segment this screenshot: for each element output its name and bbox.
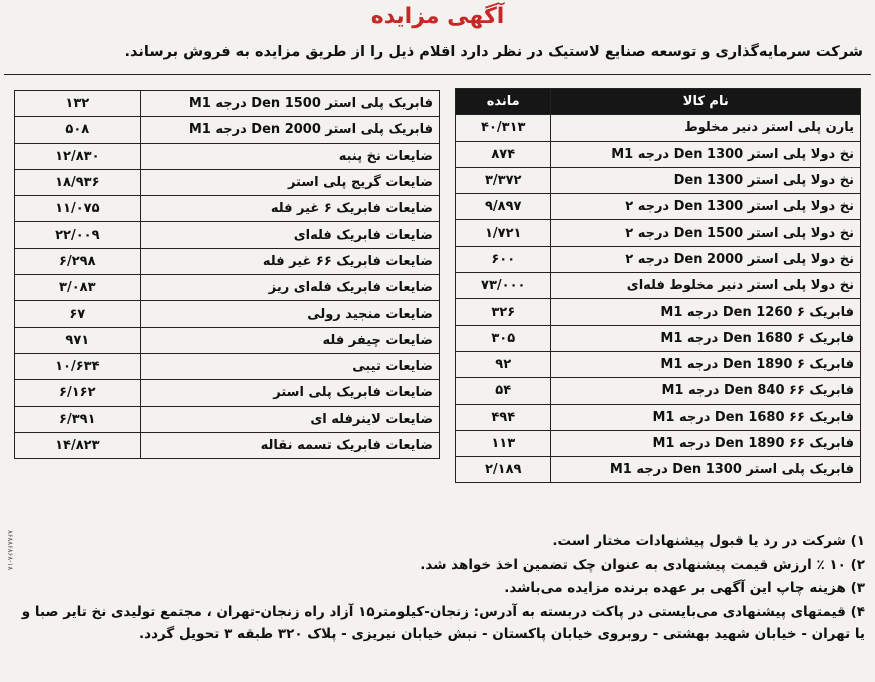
item-name: ضایعات فابریک ۶ غیر فله [140,196,439,222]
table-row [15,353,440,379]
item-name: ضایعات نخ پنبه [140,143,439,169]
item-quantity: ۱۸/۹۳۶ [15,169,141,195]
table-row [15,143,440,169]
table-row [456,325,861,351]
item-name: فابریک ۶ 1890 Den درجه M1 [551,351,861,377]
column-header-qty: مانده [456,89,551,115]
item-quantity: ۵۰۸ [15,117,141,143]
note-item: ۱) شرکت در رد یا قبول پیشنهادات مختار است. [552,533,865,549]
item-name: ضایعات فابریک ۶۶ غیر فله [140,248,439,274]
item-name: نخ دولا پلی استر 1300 Den درجه ۲ [551,194,861,220]
item-name: فابریک پلی استر 2000 Den درجه M1 [140,117,439,143]
table-row [15,222,440,248]
item-quantity: ۲۲/۰۰۹ [15,222,141,248]
item-quantity: ۱۰/۶۳۴ [15,353,141,379]
table-header-row [456,89,861,115]
item-quantity: ۱۴/۸۲۳ [15,432,141,458]
item-name: نخ دولا پلی استر 1500 Den درجه ۲ [551,220,861,246]
note-item: ۲) ۱۰ ٪ ارزش قیمت پیشنهادی به عنوان چک تضمین اخذ خواهد شد. [420,556,865,573]
item-quantity: ۶/۲۹۸ [15,248,141,274]
table-row [456,141,861,167]
side-code: ۸۶۸۸۶۸۶۸-۱۸ [6,530,14,571]
table-row [456,457,861,483]
item-name: ضایعات فابریک فله‌ای ریز [140,275,439,301]
table-row [456,430,861,456]
table-row [456,167,861,193]
item-quantity: ۹۷۱ [15,327,141,353]
item-quantity: ۱۱/۰۷۵ [15,196,141,222]
table-row [15,301,440,327]
note-item: ۴) قیمتهای پیشنهادی می‌بایستی در پاکت دربسته به آدرس: زنجان-کیلومتر۱۵ آزاد راه زنجان-تهران ، مجتمع تولیدی نخ تایر صبا و یا تهران - خیابان شهید بهشتی - روبروی خیابان پاکستان - نبش خیابان نیریزی - پلاک ۳۲۰ طبقه ۳ تحویل گردد. [21,603,865,642]
items-table-left-body [15,91,440,459]
table-row [456,194,861,220]
item-quantity: ۶۰۰ [456,246,551,272]
table-row [456,246,861,272]
notes [10,530,865,645]
table-row [15,196,440,222]
item-name: ضایعات لاینرفله ای [140,406,439,432]
item-quantity: ۱۱۳ [456,430,551,456]
item-name: فابریک ۶۶ 1890 Den درجه M1 [551,430,861,456]
item-quantity: ۶/۱۶۲ [15,380,141,406]
items-table-left [14,90,440,459]
item-name: نخ دولا پلی استر 1300 Den [551,167,861,193]
page-title: آگهی مزایده [370,4,505,29]
item-quantity: ۳۰۵ [456,325,551,351]
item-name: فابریک ۶۶ 1680 Den درجه M1 [551,404,861,430]
table-row [15,275,440,301]
item-name: فابریک پلی استر 1500 Den درجه M1 [140,91,439,117]
item-name: فابریک پلی استر 1300 Den درجه M1 [551,457,861,483]
table-row [456,378,861,404]
table-row [15,380,440,406]
item-name: ضایعات منجید رولی [140,301,439,327]
item-name: نخ دولا پلی استر 1300 Den درجه M1 [551,141,861,167]
item-name: ضایعات فابریک پلی استر [140,380,439,406]
table-row [15,327,440,353]
item-name: فابریک ۶ 1680 Den درجه M1 [551,325,861,351]
table-row [456,115,861,141]
note-item: ۳) هزینه چاپ این آگهی بر عهده برنده مزایده می‌باشد. [504,580,865,596]
table-row [15,248,440,274]
item-name: نخ دولا پلی استر 2000 Den درجه ۲ [551,246,861,272]
item-quantity: ۴۰/۳۱۳ [456,115,551,141]
table-row [456,220,861,246]
table-row [15,91,440,117]
items-table-right [455,88,861,483]
table-row [456,404,861,430]
table-row [456,299,861,325]
table-row [15,117,440,143]
item-name: ضایعات گریج پلی استر [140,169,439,195]
item-quantity: ۹۲ [456,351,551,377]
divider [4,74,871,75]
table-row [456,273,861,299]
item-name: فابریک ۶۶ 840 Den درجه M1 [551,378,861,404]
table-row [456,351,861,377]
table-row [15,169,440,195]
item-quantity: ۲/۱۸۹ [456,457,551,483]
item-name: ضایعات چیفر فله [140,327,439,353]
item-quantity: ۱۲/۸۳۰ [15,143,141,169]
item-quantity: ۱۳۲ [15,91,141,117]
item-name: فابریک ۶ 1260 Den درجه M1 [551,299,861,325]
intro-text: شرکت سرمایه‌گذاری و توسعه صنایع لاستیک در نظر دارد اقلام ذیل را از طریق مزایده به فروش برساند. [124,44,863,60]
item-quantity: ۵۴ [456,378,551,404]
item-quantity: ۷۳/۰۰۰ [456,273,551,299]
item-quantity: ۳۲۶ [456,299,551,325]
item-quantity: ۹/۸۹۷ [456,194,551,220]
items-table-right-body [456,115,861,483]
item-name: ضایعات فابریک تسمه نقاله [140,432,439,458]
table-row [15,432,440,458]
item-name: یارن پلی استر دنیر مخلوط [551,115,861,141]
item-quantity: ۳/۰۸۳ [15,275,141,301]
item-quantity: ۸۷۴ [456,141,551,167]
item-name: ضایعات فابریک فله‌ای [140,222,439,248]
item-quantity: ۳/۳۷۲ [456,167,551,193]
item-quantity: ۶/۳۹۱ [15,406,141,432]
item-quantity: ۱/۷۲۱ [456,220,551,246]
item-name: نخ دولا پلی استر دنیر مخلوط فله‌ای [551,273,861,299]
item-quantity: ۴۹۴ [456,404,551,430]
table-row [15,406,440,432]
column-header-name: نام کالا [551,89,861,115]
item-quantity: ۶۷ [15,301,141,327]
item-name: ضایعات تیبی [140,353,439,379]
